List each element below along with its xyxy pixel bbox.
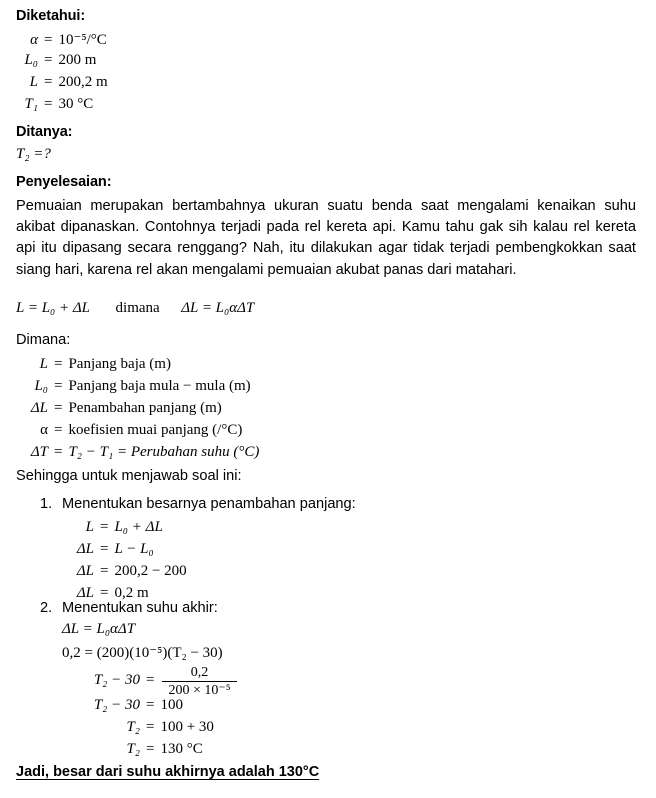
definition-text: Penambahan panjang (m) bbox=[68, 400, 222, 416]
step-1-equation-2 bbox=[16, 541, 154, 558]
equals-sign: = bbox=[146, 741, 155, 757]
given-symbol: T₁ bbox=[24, 96, 38, 112]
step-2-equation-1: ΔL = L₀αΔT bbox=[62, 621, 136, 637]
given-heading: Diketahui: bbox=[16, 8, 86, 24]
definition-symbol: ΔL bbox=[30, 400, 48, 416]
equals-sign: = bbox=[54, 378, 63, 394]
equals-sign: = bbox=[54, 400, 63, 416]
equals-sign: = bbox=[44, 52, 53, 68]
definition-text: Panjang baja (m) bbox=[68, 356, 171, 372]
transition-text: Sehingga untuk menjawab soal ini: bbox=[16, 468, 242, 484]
given-symbol: L₀ bbox=[24, 52, 38, 68]
equals-sign: = bbox=[44, 74, 53, 90]
definition-row-dl bbox=[8, 400, 222, 417]
equation-lhs: T₂ bbox=[126, 741, 140, 757]
equation-rhs: 100 bbox=[160, 697, 183, 713]
fraction-numerator: 0,2 bbox=[190, 665, 209, 680]
step-2-label: Menentukan suhu akhir: bbox=[62, 600, 218, 616]
fraction-denominator: 200 × 10⁻⁵ bbox=[162, 681, 236, 700]
given-row-t1 bbox=[8, 96, 93, 113]
definition-row-l bbox=[8, 356, 171, 373]
step-2-equation-5 bbox=[62, 719, 214, 736]
step-2-equation-4 bbox=[62, 697, 183, 714]
step-2-equation-6 bbox=[62, 741, 203, 758]
equation-lhs: L bbox=[85, 519, 94, 535]
conclusion-text: Jadi, besar dari suhu akhirnya adalah 130°C bbox=[16, 764, 320, 780]
definition-symbol: L₀ bbox=[34, 378, 48, 394]
equals-sign: = bbox=[44, 32, 53, 48]
given-value: 30 °C bbox=[58, 96, 94, 112]
step-1-number: 1. bbox=[40, 496, 53, 512]
given-value: 200 m bbox=[58, 52, 97, 68]
fraction bbox=[162, 664, 236, 700]
equation-rhs: 0,2 m bbox=[114, 585, 149, 601]
equation-lhs: T₂ − 30 bbox=[93, 697, 140, 713]
equation-rhs: 100 + 30 bbox=[160, 719, 214, 735]
equation-rhs: L − L₀ bbox=[114, 541, 154, 557]
equals-sign: = bbox=[100, 563, 109, 579]
main-formula bbox=[16, 300, 254, 317]
equals-sign: = bbox=[100, 585, 109, 601]
step-2-equation-2: 0,2 = (200)(10⁻⁵)(T₂ − 30) bbox=[62, 645, 223, 661]
equation-lhs: T₂ bbox=[126, 719, 140, 735]
main-formula-right: ΔL = L₀αΔT bbox=[181, 300, 255, 316]
equation-lhs: ΔL bbox=[76, 585, 94, 601]
step-1-equation-3 bbox=[16, 563, 187, 580]
equals-sign: = bbox=[146, 671, 155, 688]
solution-paragraph: Pemuaian merupakan bertambahnya ukuran suatu benda saat mengalami kenaikan suhu akibat dipanaskan. Contohnya terjadi pada rel kereta api. Kamu tahu gak sih kalau rel kereta api itu dipasang secara renggang? Nah, itu dilakukan agar tidak terjadi pembengkokkan saat siang hari, karena rel akan mengalami pemuaian akubat panas dari matahari. bbox=[16, 198, 636, 278]
definition-text: koefisien muai panjang (/°C) bbox=[68, 422, 243, 438]
equals-sign: = bbox=[100, 519, 109, 535]
main-formula-left: L = L₀ + ΔL bbox=[16, 300, 91, 316]
definition-symbol: α bbox=[40, 422, 48, 438]
given-value: 200,2 m bbox=[58, 74, 108, 90]
given-row-alpha bbox=[8, 30, 107, 49]
equals-sign: = bbox=[54, 422, 63, 438]
definitions-label: Dimana: bbox=[16, 332, 71, 348]
given-value: 10⁻⁵/°C bbox=[58, 32, 107, 48]
equation-lhs: ΔL bbox=[76, 563, 94, 579]
given-row-l0 bbox=[8, 52, 96, 69]
equals-sign: = bbox=[54, 444, 63, 460]
definition-text: T₂ − T₁ = Perubahan suhu (°C) bbox=[68, 444, 260, 460]
equals-sign: = bbox=[146, 719, 155, 735]
equation-rhs: L₀ + ΔL bbox=[114, 519, 163, 535]
equals-sign: = bbox=[100, 541, 109, 557]
equals-sign: = bbox=[54, 356, 63, 372]
given-symbol: L bbox=[29, 74, 38, 90]
definition-symbol: L bbox=[39, 356, 48, 372]
step-2-fraction-equation bbox=[62, 662, 239, 698]
asked-heading: Ditanya: bbox=[16, 124, 73, 140]
step-1-equation-1 bbox=[16, 519, 163, 536]
step-2-number: 2. bbox=[40, 600, 53, 616]
equals-sign: = bbox=[44, 96, 53, 112]
equation-rhs: 130 °C bbox=[160, 741, 203, 757]
step-1-label: Menentukan besarnya penambahan panjang: bbox=[62, 496, 356, 512]
definition-symbol: ΔT bbox=[30, 444, 48, 460]
definition-row-alpha bbox=[8, 422, 242, 439]
equation-rhs: 200,2 − 200 bbox=[114, 563, 187, 579]
equation-lhs: T₂ − 30 bbox=[93, 671, 140, 688]
definition-text: Panjang baja mula − mula (m) bbox=[68, 378, 251, 394]
equals-sign: = bbox=[146, 697, 155, 713]
given-row-l bbox=[8, 74, 108, 91]
definition-row-l0 bbox=[8, 378, 251, 395]
definition-row-dt bbox=[8, 444, 259, 461]
equation-lhs: ΔL bbox=[76, 541, 94, 557]
solution-heading: Penyelesaian: bbox=[16, 174, 112, 190]
asked-question: T₂ =? bbox=[16, 146, 51, 162]
main-formula-connector: dimana bbox=[115, 300, 160, 316]
given-symbol: α bbox=[30, 32, 38, 48]
